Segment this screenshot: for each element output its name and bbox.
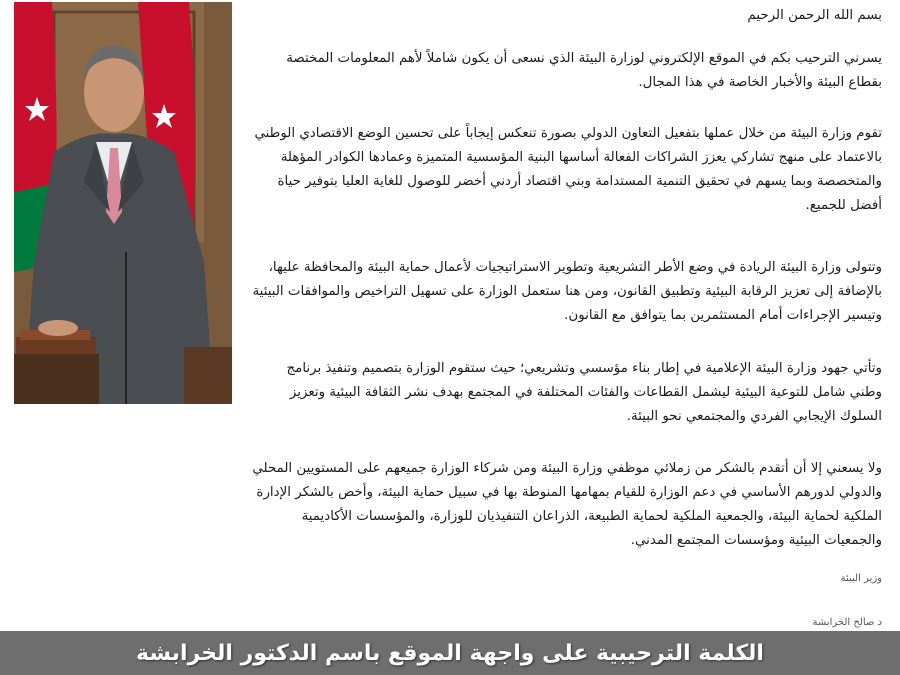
letter-paragraph: وتتولى وزارة البيئة الريادة في وضع الأطر التشريعية وتطوير الاستراتيجيات لأعمال حماية البيئة والمحافظة عليها، بالإضافة إلى تعزيز الرقابة البيئية وتطبيق القانون، ومن هنا ستعمل الوزارة على تسهيل التراخيص والموافقات البيئية وتيسير الإجراءات أمام المستثمرين بما يتوافق مع القانون. [252,260,882,323]
caption-banner [0,631,900,675]
letter-paragraph: يسرني الترحيب بكم في الموقع الإلكتروني لوزارة البيئة الذي نسعى أن يكون شاملاً لأهم المعلومات المختصة بقطاع البيئة والأخبار الخاصة في هذا المجال. [286,51,882,90]
letter-paragraph: وتأتي جهود وزارة البيئة الإعلامية في إطار بناء مؤسسي وتشريعي؛ حيث ستقوم الوزارة بتصميم وتنفيذ برنامج وطني شامل للتوعية البيئية ليشمل القطاعات والفئات المختلفة في المجتمع بهدف نشر الثقافة البيئية وتعزيز السلوك الإيجابي الفردي والمجتمعي نحو البيئة. [286,361,882,424]
signature-name: د صالح الخرابشة [812,617,882,628]
letter-paragraph: ولا يسعني إلا أن أتقدم بالشكر من زملائي موظفي وزارة البيئة ومن شركاء الوزارة جميعهم على المستويين المحلي والدولي لدورهم الأساسي في دعم الوزارة للقيام بمهامها المنوطة بها في سبيل حماية البيئة، وأخص بالشكر الإدارة الملكية لحماية البيئة، والجمعية الملكية لحماية الطبيعة، الذراعان التنفيذيان للوزارة، والمؤسسات الأكاديمية والجمعيات البيئية ومؤسسات المجتمع المدني. [252,461,882,548]
welcome-letter [250,4,882,629]
signature-title: وزير البيئة [840,573,882,584]
caption-text: الكلمة الترحيبية على واجهة الموقع باسم الدكتور الخرابشة [136,640,764,666]
minister-photo [14,2,232,404]
basmala: بسم الله الرحمن الرحيم [747,8,882,23]
letter-paragraph: تقوم وزارة البيئة من خلال عملها بتفعيل التعاون الدولي بصورة تنعكس إيجاباً على تحسين الوضع الاقتصادي الوطني بالاعتماد على منهج تشاركي يعزز الشراكات الفعالة أساسها البنية المؤسسية المتميزة وعمادها الكوادر المؤهلة والمتخصصة وبما يسهم في تحقيق التنمية المستدامة وبني اقتصاد أردني أخضر للوصول للغاية العليا بتوفير حياة أفضل للجميع. [254,126,882,213]
